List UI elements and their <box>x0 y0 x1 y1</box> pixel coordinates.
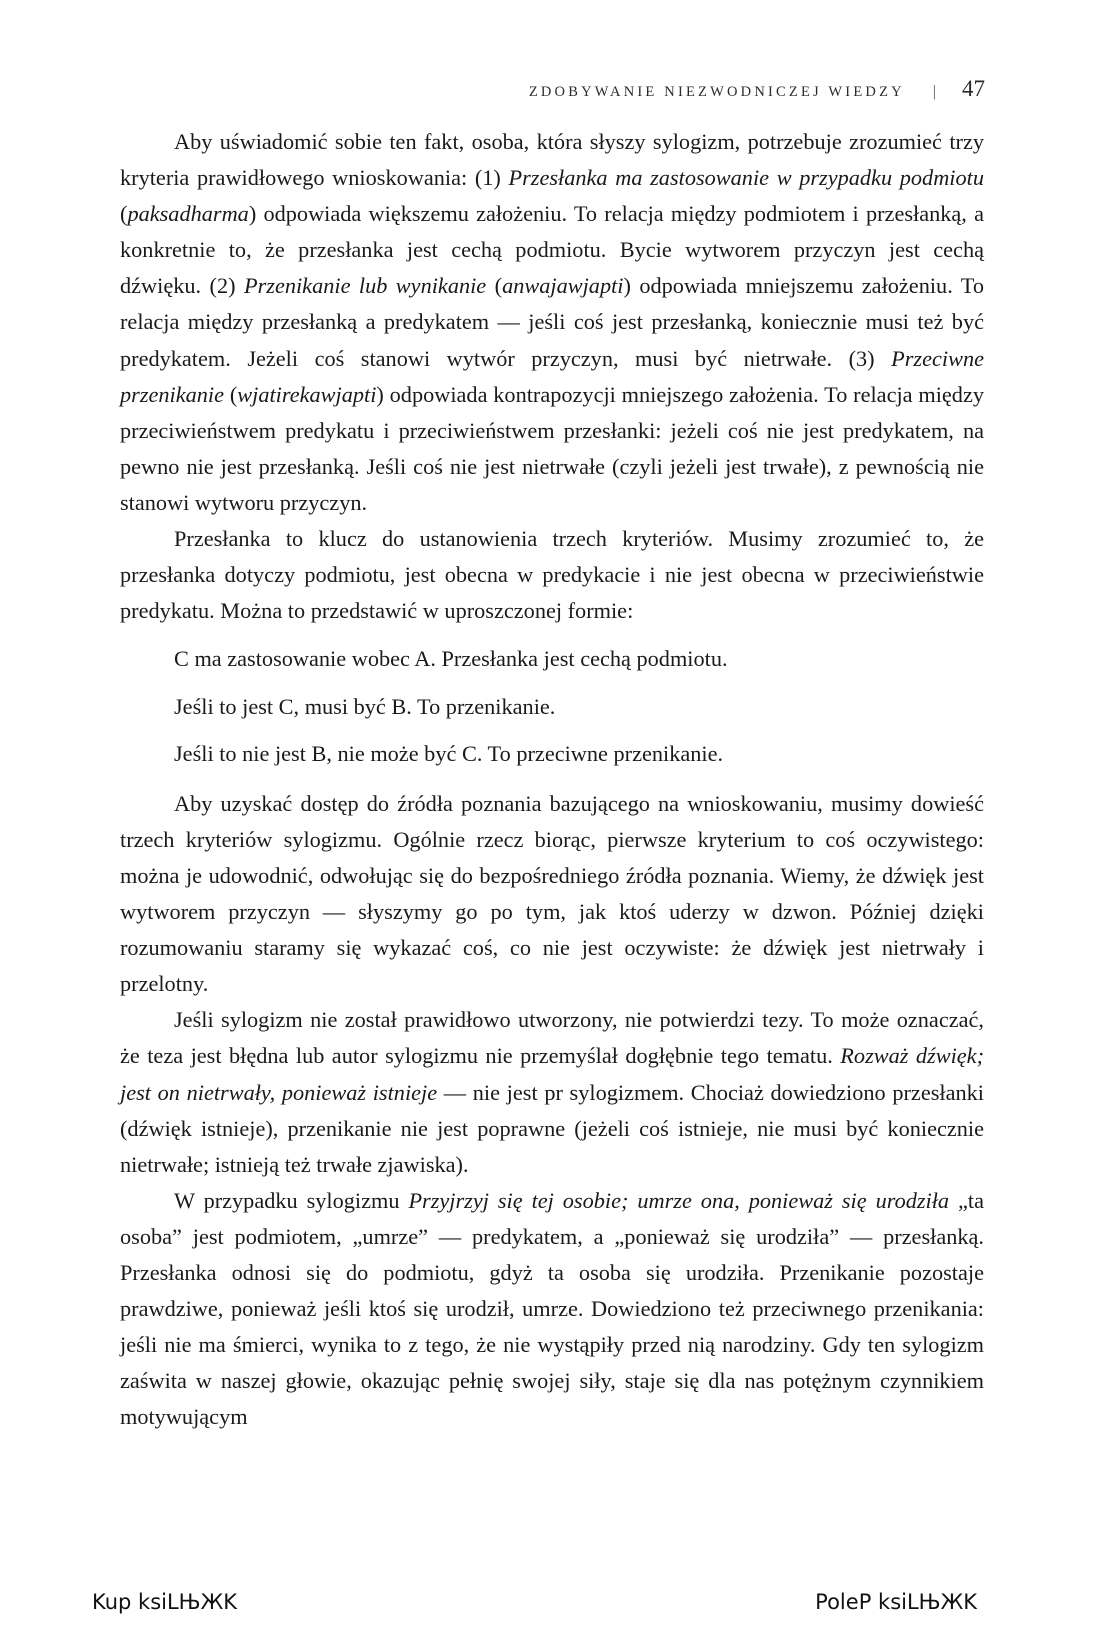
paragraph-3: Aby uzyskać dostęp do źródła poznania bazującego na wnioskowaniu, musimy dowieść trzech kryteriów sylogizmu. Ogólnie rzecz biorąc, pierwsze kryterium to coś oczywistego: można je udowodnić, odwołując się do bezpośredniego źródła poznania. Wiemy, że dźwięk jest wytworem przyczyn — słyszymy go po tym, jak ktoś uderzy w dzwon. Później dzięki rozumowaniu staramy się wykazać coś, co nie jest oczywiste: że dźwięk jest nietrwały i przelotny. <box>120 790 984 997</box>
paragraph-4-text-a: Jeśli sylogizm nie został prawidłowo utworzony, nie potwierdzi tezy. To może oznaczać, że teza jest błędna lub autor sylogizmu nie przemyślał dogłębnie tego tematu. <box>120 1007 984 1069</box>
term-anwajawjapti: anwajawjapti <box>502 273 624 299</box>
paragraph-4-text-b: — nie jest pr sylogizmem. Chociaż dowiedziono przesłanki (dźwięk istnieje), przenikanie nie jest poprawne (jeżeli coś istnieje, nie musi być koniecznie nietrwałe; istnieją też trwałe zjawiska). <box>120 1079 984 1177</box>
paragraph-4 <box>120 1002 984 1182</box>
running-head-separator: | <box>932 83 936 100</box>
scheme-line-3: Jeśli to nie jest B, nie może być C. To przeciwne przenikanie. <box>174 741 724 767</box>
example-sound-syllogism: Rozważ dźwięk; jest on nietrwały, ponieważ istnieje <box>120 1043 984 1105</box>
paragraph-1-text-g: ) odpowiada kontrapozycji mniejszego założenia. To relacja między przeciwieństwem predykatu i przeciwieństwem przesłanki: jeżeli coś nie jest predykatem, na pewno nie jest przesłanką. Jeśli coś nie jest nietrwałe (czyli jeżeli jest trwałe), z pewnością nie stanowi wytworu przyczyn. <box>120 381 984 515</box>
body-text <box>120 124 984 1436</box>
paragraph-1-text-a: Aby uświadomić sobie ten fakt, osoba, która słyszy sylogizm, potrzebuje zrozumieć trzy kryteria prawidłowego wnioskowania: (1) <box>120 129 984 191</box>
term-counter-pervasion: Przeciwne przenikanie <box>120 345 984 407</box>
paragraph-1-text-e: ) odpowiada mniejszemu założeniu. To relacja między przesłanką a predykatem — jeśli coś jest przesłanką, koniecznie musi też być predykatem. Jeżeli coś stanowi wytwór przyczyn, musi być nietrwałe. (3) <box>120 273 984 371</box>
paragraph-1-text-f: ( <box>224 381 238 407</box>
paragraph-5-text-a: W przypadku sylogizmu <box>174 1187 409 1213</box>
term-pervasion: Przenikanie lub wynikanie <box>243 273 487 299</box>
paragraph-1-text-c: ) odpowiada większemu założeniu. To relacja między podmiotem i przesłanką, a konkretnie to, że przesłanka jest cechą podmiotu. Bycie wytworem przyczyn jest cechą dźwięku. (2) <box>120 201 984 299</box>
example-person-syllogism: Przyjrzyj się tej osobie; umrze ona, ponieważ się urodziła <box>408 1187 950 1213</box>
paragraph-5 <box>120 1183 984 1436</box>
syllogism-scheme <box>174 643 984 770</box>
term-wjatirekawjapti: wjatirekawjapti <box>237 381 377 407</box>
page-number: 47 <box>962 76 985 101</box>
term-paksadharma: paksadharma <box>127 201 249 227</box>
paragraph-2: Przesłanka to klucz do ustanowienia trzech kryteriów. Musimy zrozumieć to, że przesłanka dotyczy podmiotu, jest obecna w predykacie i nie jest obecna w przeciwieństwie predykatu. Można to przedstawić w uproszczonej formie: <box>120 526 984 624</box>
paragraph-1-text-d: ( <box>486 273 503 299</box>
paragraph-1 <box>120 124 984 521</box>
term-premise-applies: Przesłanka ma zastosowanie w przypadku podmiotu <box>508 165 984 191</box>
paragraph-1-text-b: ( <box>120 201 128 227</box>
scheme-line-1: C ma zastosowanie wobec A. Przesłanka jest cechą podmiotu. <box>174 646 728 672</box>
buy-book-link[interactable]: Kup ksiLЊЖK <box>92 1590 238 1614</box>
scheme-line-2: Jeśli to jest C, musi być B. To przenikanie. <box>174 693 556 719</box>
recommend-book-link[interactable]: PoleP ksiLЊЖK <box>815 1590 977 1614</box>
running-title: ZDOBYWANIE NIEZWODNICZEJ WIEDZY <box>528 84 905 100</box>
paragraph-5-text-b: „ta osoba” jest podmiotem, „umrze” — predykatem, a „ponieważ się urodziła” — przesłanką. Przesłanka odnosi się do podmiotu, gdyż ta osoba się urodziła. Przenikanie pozostaje prawdziwe, ponieważ jeśli ktoś się urodził, umrze. Dowiedziono też przeciwnego przenikania: jeśli nie ma śmierci, wynika to z tego, że nie wystąpiły przed nią narodziny. Gdy ten sylogizm zaświta w naszej głowie, okazując pełnię swojej siły, staje się dla nas potężnym czynnikiem motywującym <box>120 1187 985 1430</box>
running-head <box>529 76 985 102</box>
